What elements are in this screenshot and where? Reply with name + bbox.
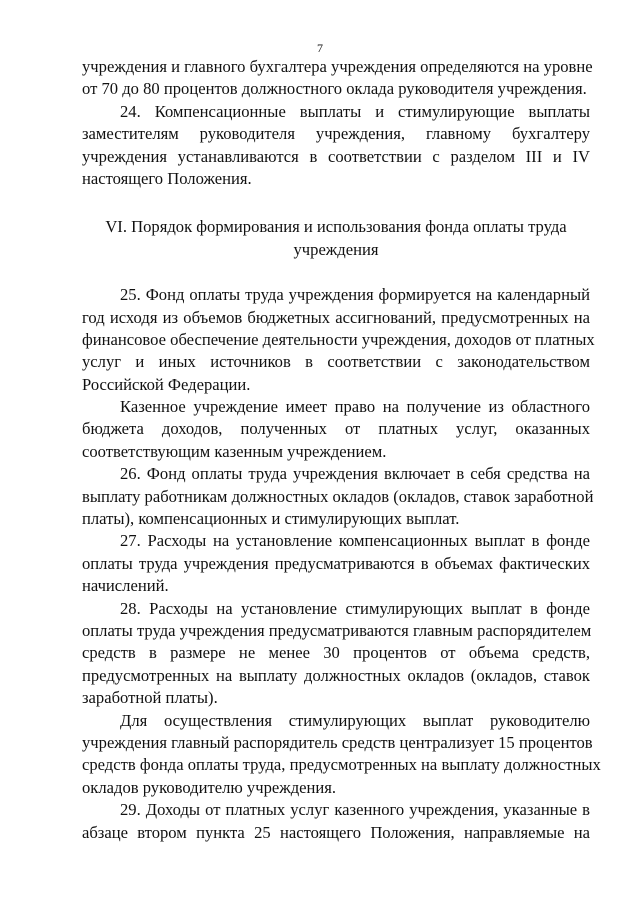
- paragraph-item-26: [82, 463, 594, 530]
- document-body: [82, 56, 601, 844]
- text-line: учреждения устанавливаются в соответствии с разделом III и IV: [82, 146, 590, 166]
- text-line: учреждения и главного бухгалтера учреждения определяются на уровне: [82, 57, 593, 76]
- paragraph-item-24: [82, 101, 590, 191]
- text-line: бюджета доходов, полученных от платных услуг, оказанных: [82, 419, 590, 439]
- text-line: выплату работникам должностных окладов (окладов, ставок заработной: [82, 486, 594, 506]
- text-line: платы), компенсационных и стимулирующих выплат.: [82, 509, 460, 529]
- text-line: от 70 до 80 процентов должностного оклада руководителя учреждения.: [82, 79, 587, 99]
- text-line: оплаты труда учреждения предусматриваются главным распорядителем: [82, 620, 592, 640]
- page-number: 7: [317, 41, 323, 55]
- text-line: 27. Расходы на установление компенсационных выплат в фонде: [120, 531, 590, 551]
- paragraph-centralization: [82, 710, 601, 800]
- paragraph-continuation: [82, 56, 593, 101]
- text-line: Российской Федерации.: [82, 374, 251, 394]
- text-line: предусмотренных на выплату должностных окладов (окладов, ставок: [82, 665, 590, 685]
- text-line: год исходя из объемов бюджетных ассигнований, предусмотренных на: [82, 307, 590, 327]
- paragraph-item-27: [82, 530, 590, 597]
- text-line: 25. Фонд оплаты труда учреждения формируется на календарный: [120, 285, 590, 305]
- paragraph-kazennoe: [82, 396, 590, 463]
- text-line: средств в размере не менее 30 процентов от объема средств,: [82, 643, 590, 663]
- text-line: 28. Расходы на установление стимулирующих выплат в фонде: [120, 598, 590, 618]
- text-line: услуг и иных источников в соответствии с законодательством: [82, 352, 590, 372]
- text-line: абзаце втором пункта 25 настоящего Положения, направляемые на: [82, 822, 590, 842]
- text-line: учреждения главный распорядитель средств централизует 15 процентов: [82, 732, 593, 752]
- text-line: Для осуществления стимулирующих выплат руководителю: [120, 710, 590, 730]
- heading-line: VI. Порядок формирования и использования фонда оплаты труда: [105, 217, 567, 237]
- text-line: 24. Компенсационные выплаты и стимулирующие выплаты: [120, 101, 590, 121]
- text-line: средств фонда оплаты труда, предусмотренных на выплату должностных: [82, 755, 601, 775]
- text-line: 29. Доходы от платных услуг казенного учреждения, указанные в: [120, 800, 590, 820]
- text-line: Казенное учреждение имеет право на получение из областного: [120, 397, 590, 417]
- section-heading: [82, 216, 590, 261]
- heading-line: учреждения: [293, 239, 379, 259]
- text-line: начислений.: [82, 576, 169, 596]
- text-line: соответствующим казенным учреждением.: [82, 441, 387, 461]
- text-line: заместителям руководителя учреждения, главному бухгалтеру: [82, 124, 590, 144]
- paragraph-item-25: [82, 284, 595, 396]
- paragraph-item-29: [82, 799, 590, 844]
- text-line: 26. Фонд оплаты труда учреждения включает в себя средства на: [120, 464, 590, 484]
- text-line: заработной платы).: [82, 688, 218, 708]
- text-line: окладов руководителю учреждения.: [82, 777, 337, 797]
- text-line: оплаты труда учреждения предусматриваются в объемах фактических: [82, 553, 590, 573]
- paragraph-item-28: [82, 598, 590, 710]
- text-line: настоящего Положения.: [82, 168, 252, 188]
- text-line: финансовое обеспечение деятельности учреждения, доходов от платных: [82, 329, 595, 349]
